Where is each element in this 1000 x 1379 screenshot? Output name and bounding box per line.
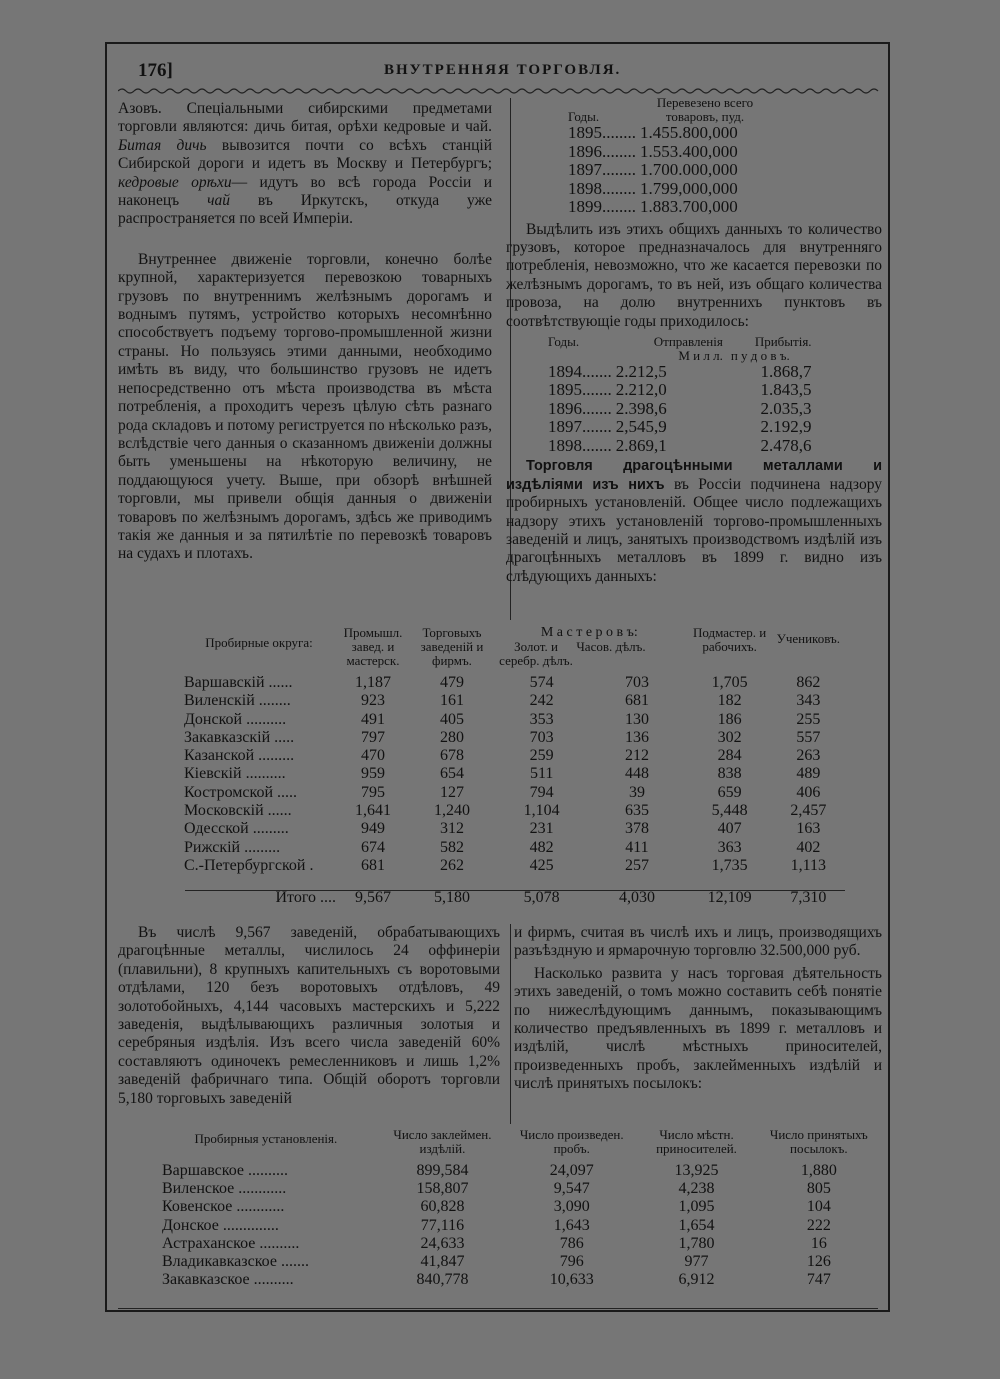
tests-value: 1,643: [553, 1216, 590, 1234]
col-watch: Часов. дѣлъ.: [576, 639, 646, 654]
parcels-value: 126: [806, 1253, 831, 1271]
institution-name: Ковенское ............: [162, 1198, 285, 1216]
trade-value: 161: [440, 692, 464, 710]
table-row: [182, 802, 842, 820]
text-run: — идутъ во всѣ города Россіи и наконецъ: [118, 173, 492, 210]
parcels-value: 16: [810, 1234, 827, 1252]
trade-value: 262: [440, 856, 464, 874]
year: 1895: [548, 380, 582, 400]
industrial-value: 1,187: [355, 674, 391, 691]
arrivals-value: 2.478,6: [760, 435, 812, 455]
table-row: [160, 1235, 875, 1253]
shipped-value: 1.883.700,000: [640, 197, 738, 216]
tests-value: 24,097: [549, 1162, 594, 1179]
watch-masters-value: 39: [628, 783, 645, 801]
local-value: 4,238: [678, 1180, 715, 1198]
leader-dots: ........: [602, 123, 636, 142]
text-run: въ Россіи подчинена надзору пробирныхъ установленій. Общее число подлежащихъ надзору этихъ установленій торгово-промышленныхъ заведеній и лицъ, занятыхъ производствомъ издѣлій изъ драгоцѣнныхъ металловъ въ 1899 г. видно изъ слѣдующихъ данныхъ:: [506, 475, 882, 585]
watch-masters-value: 411: [625, 838, 649, 856]
table-row: [546, 418, 814, 437]
total-gold-masters-value: 5,078: [523, 889, 560, 907]
table-row: [182, 711, 842, 729]
table-row: [566, 198, 772, 217]
stamped-value: 899,584: [416, 1162, 469, 1179]
subworkers-value: 1,705: [711, 674, 748, 691]
table-row: [566, 124, 772, 143]
institution-name: Донское ..............: [162, 1216, 279, 1234]
institution-name: Астраханское ..........: [162, 1234, 300, 1252]
stamped-value: 158,807: [416, 1180, 469, 1198]
gold-masters-value: 353: [529, 710, 554, 728]
col-gold: Золот. и серебр. дѣлъ.: [499, 639, 573, 668]
text-run-italic: кедровые орѣхи: [118, 173, 232, 191]
gold-masters-value: 703: [529, 728, 554, 746]
leader-dots: ........: [602, 197, 636, 216]
year-cell: [546, 363, 614, 382]
stamped-value: 840,778: [416, 1271, 469, 1289]
running-header: [138, 58, 878, 84]
year: 1898: [568, 178, 602, 198]
year: 1895: [568, 123, 602, 142]
shipped-value: 1.700.000,000: [640, 160, 738, 179]
year-cell: [566, 161, 638, 180]
subworkers-value: 5,448: [711, 802, 748, 820]
shipped-value: 1.455.800,000: [640, 123, 738, 142]
shipping-col-years: Годы.: [568, 109, 600, 124]
col-stamped: Число заклеймен. издѣлій.: [393, 1127, 492, 1156]
right-column-bottom: [514, 924, 882, 1094]
gold-masters-value: 259: [529, 747, 554, 765]
leader-dots: .......: [582, 380, 612, 400]
gold-masters-value: 1,104: [523, 802, 560, 820]
subworkers-value: 838: [717, 765, 742, 783]
text-run-italic: чай: [207, 192, 230, 210]
arrivals-value: 1.843,5: [760, 380, 812, 400]
table-row: [546, 400, 814, 419]
industrial-value: 949: [361, 820, 385, 838]
gold-masters-value: 242: [529, 692, 554, 710]
trade-value: 1,240: [434, 802, 470, 820]
district-name: Виленскій ........: [184, 692, 291, 710]
year-cell: [546, 381, 614, 400]
industrial-value: 959: [361, 765, 385, 783]
table-row: [182, 765, 842, 783]
pupils-value: 255: [796, 710, 821, 728]
table-row: [182, 692, 842, 710]
parcels-value: 805: [806, 1180, 831, 1198]
shipping-col-value: Перевезено всего товаровъ, пуд.: [656, 95, 754, 124]
rail-unit-a: М и л л.: [678, 347, 723, 363]
local-value: 6,912: [678, 1271, 715, 1289]
running-title: ВНУТРЕННЯЯ ТОРГОВЛЯ.: [384, 62, 622, 78]
local-value: 977: [684, 1253, 709, 1271]
leader-dots: .......: [582, 361, 612, 381]
table-row: [546, 363, 814, 382]
table-row: [182, 674, 842, 692]
col-masters-sub: [496, 640, 683, 668]
text-run: Азовъ. Спеціальными сибирскими предметами торговли являются: дичь битая, орѣхи кедровые и чай.: [118, 100, 492, 136]
total-row: [182, 875, 842, 907]
year-cell: [546, 418, 614, 437]
col-trade: Торговыхъ заведеній и фирмъ.: [420, 625, 484, 668]
subworkers-value: 1,735: [711, 856, 748, 874]
col-pupils: Учениковъ.: [776, 631, 840, 646]
local-value: 13,925: [674, 1162, 719, 1179]
table-row: [182, 784, 842, 802]
table-row: [566, 180, 772, 199]
pupils-value: 263: [796, 747, 821, 765]
year-cell: [566, 198, 638, 217]
district-name: Кіевскій ..........: [184, 765, 286, 783]
leader-dots: .......: [582, 435, 612, 455]
watch-masters-value: 378: [624, 820, 649, 838]
departures-value: 2.398,6: [615, 398, 667, 418]
departures-value: 2.212,0: [615, 380, 667, 400]
col-local: Число мѣстн. приносителей.: [656, 1127, 737, 1156]
col-masters: М а с т е р о в ъ:: [540, 625, 638, 640]
pupils-value: 402: [796, 838, 821, 856]
industrial-value: 797: [361, 728, 385, 746]
year: 1896: [548, 398, 582, 418]
trade-value: 654: [440, 765, 464, 783]
trade-value: 127: [440, 783, 464, 801]
institution-name: Владикавказское .......: [162, 1253, 309, 1271]
page-number: 176]: [138, 60, 173, 81]
trade-value: 582: [440, 838, 464, 856]
local-value: 1,095: [678, 1198, 715, 1216]
year: 1899: [568, 197, 602, 216]
table-row: [566, 143, 772, 162]
leader-dots: ........: [602, 141, 636, 161]
trade-value: 280: [440, 728, 464, 746]
year-cell: [566, 124, 638, 143]
trade-value: 405: [440, 710, 464, 728]
district-name: Рижскій .........: [184, 838, 281, 856]
institution-name: Закавказское ..........: [162, 1271, 294, 1289]
assay-institutions-table: [160, 1128, 875, 1289]
district-name: Донской ..........: [184, 710, 287, 728]
district-name: Московскій ......: [184, 802, 292, 820]
district-name: Костромской .....: [184, 783, 298, 801]
bottom-rule: [118, 1308, 878, 1309]
gold-masters-value: 231: [529, 820, 554, 838]
leader-dots: .......: [582, 398, 612, 418]
left-column-top: [118, 100, 492, 564]
industrial-value: 470: [361, 747, 385, 765]
industrial-value: 1,641: [355, 802, 391, 820]
institution-name: Виленское ............: [162, 1180, 287, 1198]
assay-district-table: [182, 626, 842, 908]
col-industrial: Промышл. завед. и мастерск.: [343, 625, 403, 668]
industrial-value: 674: [361, 838, 385, 856]
district-name: Казанской .........: [184, 747, 295, 765]
shipped-value: 1.799,000,000: [640, 178, 738, 198]
watch-masters-value: 130: [624, 710, 649, 728]
parcels-value: 747: [806, 1271, 831, 1289]
year: 1897: [548, 417, 582, 437]
year-cell: [566, 180, 638, 199]
table-row: [160, 1162, 875, 1180]
gold-masters-value: 482: [529, 838, 554, 856]
subworkers-value: 407: [717, 820, 742, 838]
subworkers-value: 186: [717, 710, 742, 728]
paragraph-rail-share: Выдѣлить изъ этихъ общихъ данныхъ то количество грузовъ, которое предназначалось для внутренняго потребленія, невозможно, что же касается перевозки по желѣзнымъ дорогамъ, то въ ней, изъ общаго количества провоза, на долю внутреннихъ пунктовъ въ соотвѣтствующіе годы приходилось:: [506, 220, 882, 330]
rail-col-years: Годы.: [548, 333, 580, 349]
table-row: [160, 1180, 875, 1198]
col-institution: Пробирныя установленія.: [194, 1131, 338, 1146]
district-name: Одесской .........: [184, 820, 289, 838]
local-value: 1,654: [678, 1216, 715, 1234]
stamped-value: 60,828: [420, 1198, 465, 1216]
year-cell: [546, 400, 614, 419]
local-value: 1,780: [678, 1234, 715, 1252]
leader-dots: .......: [582, 417, 612, 437]
table-row: [160, 1217, 875, 1235]
shipped-value: 1.553.400,000: [640, 141, 738, 161]
watch-masters-value: 257: [624, 856, 649, 874]
col-parcels: Число принятыхъ посылокъ.: [769, 1127, 868, 1156]
pupils-value: 2,457: [790, 802, 827, 820]
tests-value: 9,547: [553, 1180, 590, 1198]
watch-masters-value: 681: [624, 692, 649, 710]
arrivals-value: 1.868,7: [760, 361, 812, 381]
col-subworkers: Подмастер. и рабочихъ.: [693, 625, 767, 654]
rail-unit-b: п у д о в ъ.: [730, 347, 790, 363]
paragraph-internal-trade: Внутреннее движеніе торговли, конечно болѣе крупной, характеризуется перевозкою товарныхъ грузовъ по внутреннимъ желѣзнымъ дорогамъ и воднымъ путямъ, устройство которыхъ несомнѣнно способствуетъ подъему торгово-промышленной жизни страны. Но пользуясь этими данными, необходимо имѣть въ виду, что большинство грузовъ не идетъ непосредственно отъ мѣста производства въ мѣста потребленія, а проходитъ черезъ цѣлую сѣть разнаго рода складовъ и потому региструется по нѣсколько разъ, вслѣдствіе чего данныя о сказанномъ движеніи должны быть уменьшены на нѣкоторую величину, не поддающуюся учету. Выше, при обзорѣ внѣшней торговли, мы привели общія данныя о движеніи товаровъ по желѣзнымъ дорогамъ, здѣсь же приводимъ такія же данныя и за пятилѣтіе по перевозкѣ товаровъ на судахъ и плотахъ.: [118, 250, 492, 563]
table-row: [182, 857, 842, 875]
total-industrial-value: 9,567: [355, 889, 391, 907]
district-name: Варшавскій ......: [184, 674, 293, 691]
year: 1897: [568, 160, 602, 179]
table-row: [160, 1198, 875, 1216]
parcels-value: 104: [806, 1198, 831, 1216]
stamped-value: 77,116: [420, 1216, 465, 1234]
table-row: [566, 161, 772, 180]
industrial-value: 491: [361, 710, 385, 728]
tests-value: 796: [559, 1253, 584, 1271]
trade-value: 312: [440, 820, 464, 838]
total-label: Итого ....: [275, 889, 336, 907]
year: 1894: [548, 361, 582, 381]
year-cell: [566, 143, 638, 162]
watch-masters-value: 448: [624, 765, 649, 783]
year-cell: [546, 437, 614, 456]
pupils-value: 163: [796, 820, 821, 838]
parcels-value: 222: [806, 1216, 831, 1234]
district-name: Закавказскій .....: [184, 728, 295, 746]
district-name: С.-Петербургской .: [184, 856, 314, 874]
gold-masters-value: 425: [529, 856, 554, 874]
trade-value: 479: [440, 674, 464, 691]
col-tests: Число произведен. пробъ.: [519, 1127, 624, 1156]
table-row: [182, 729, 842, 747]
table-row: [182, 747, 842, 765]
table-row: [546, 381, 814, 400]
trade-value: 678: [440, 747, 464, 765]
shipping-table: [566, 96, 772, 217]
total-trade-value: 5,180: [434, 889, 470, 907]
leader-dots: ........: [602, 160, 636, 179]
pupils-value: 406: [796, 783, 821, 801]
parcels-value: 1,880: [800, 1162, 837, 1179]
left-column-bottom: [118, 924, 500, 1108]
gold-masters-value: 511: [529, 765, 554, 783]
gold-masters-value: 574: [529, 674, 554, 691]
watch-masters-value: 635: [624, 802, 649, 820]
tests-value: 10,633: [549, 1271, 594, 1289]
subworkers-value: 302: [717, 728, 742, 746]
tests-value: 786: [559, 1234, 584, 1252]
arrivals-value: 2.192,9: [760, 417, 812, 437]
col-district: Пробирные округа:: [205, 635, 313, 650]
paragraph-precious-metals: [506, 457, 882, 586]
header-wavy-rule: [118, 86, 880, 96]
departures-value: 2,545,9: [615, 417, 667, 437]
table-row: [160, 1253, 875, 1271]
pupils-value: 557: [796, 728, 821, 746]
rail-col-departures: Отправленія: [653, 333, 723, 349]
total-pupils-value: 7,310: [790, 889, 827, 907]
pupils-value: 1,113: [790, 856, 827, 874]
total-subworkers-value: 12,109: [707, 889, 752, 907]
heading-precious-metals: Торговля драгоцѣнными металлами и издѣліями изъ нихъ: [506, 458, 882, 493]
table-row: [546, 437, 814, 456]
institution-name: Варшавское ..........: [162, 1162, 289, 1179]
watch-masters-value: 703: [624, 674, 649, 691]
paragraph-siberia: [118, 100, 492, 229]
industrial-value: 681: [361, 856, 385, 874]
rail-table: [546, 335, 814, 456]
total-watch-masters-value: 4,030: [618, 889, 655, 907]
year: 1896: [568, 141, 602, 161]
year: 1898: [548, 435, 582, 455]
paragraph-establishments: Въ числѣ 9,567 заведеній, обрабатывающихъ драгоцѣнные металлы, числилось 24 оффинеріи (плавильни), 8 крупныхъ капительныхъ съ воротовыми отдѣлами, 120 безъ воротовыхъ отдѣловъ, 49 золотобойныхъ, 4,144 часовыхъ мастерскихъ и 5,222 заведенія, выдѣлывающихъ различныя золотыя и серебряныя издѣлія. Изъ всего числа заведеній 60% составляютъ одиночекъ ремесленниковъ и лишь 1,2% заведеній фабричнаго типа. Общій оборотъ торговли 5,180 торговыхъ заведеній: [118, 924, 500, 1107]
industrial-value: 923: [361, 692, 385, 710]
column-divider-bottom: [510, 924, 511, 1124]
table-row: [182, 820, 842, 838]
departures-value: 2.869,1: [615, 435, 667, 455]
watch-masters-value: 212: [624, 747, 649, 765]
arrivals-value: 2.035,3: [760, 398, 812, 418]
watch-masters-value: 136: [624, 728, 649, 746]
pupils-value: 343: [796, 692, 821, 710]
paragraph-activity: Насколько развита у насъ торговая дѣятельность этихъ заведеній, о томъ можно составить себѣ понятіе по нижеслѣдующимъ даннымъ, показывающимъ количество предъявленныхъ въ 1899 г. металловъ и издѣлій, числѣ мѣстныхъ приносителей, произведенныхъ пробъ, заклейменныхъ издѣлій и числѣ принятыхъ посылокъ:: [514, 964, 882, 1093]
pupils-value: 489: [796, 765, 821, 783]
text-run: въ Иркутскъ, откуда уже распространяется по всей Имперіи.: [118, 192, 492, 228]
subworkers-value: 363: [717, 838, 742, 856]
leader-dots: ........: [602, 178, 636, 198]
stamped-value: 41,847: [420, 1253, 465, 1271]
text-run-italic: Битая дичь: [118, 136, 207, 154]
subworkers-value: 182: [717, 692, 742, 710]
right-column-top: [506, 96, 882, 586]
stamped-value: 24,633: [420, 1234, 465, 1252]
table-row: [182, 839, 842, 857]
rail-col-arrivals: Прибытія.: [754, 333, 812, 349]
tests-value: 3,090: [553, 1198, 590, 1216]
table-row: [160, 1271, 875, 1289]
gold-masters-value: 794: [529, 783, 554, 801]
subworkers-value: 284: [717, 747, 742, 765]
paragraph-turnover: и фирмъ, считая въ числѣ ихъ и лицъ, производящихъ разъѣздную и ярмарочную торговлю 32.500,000 руб.: [514, 924, 882, 960]
subworkers-value: 659: [717, 783, 742, 801]
col-masters-group: [494, 626, 685, 674]
pupils-value: 862: [796, 674, 821, 691]
text-run: вывозится почти со всѣхъ станцій Сибирской дороги и идетъ въ Москву и Петербургъ;: [118, 136, 492, 173]
industrial-value: 795: [361, 783, 385, 801]
departures-value: 2.212,5: [615, 361, 667, 381]
